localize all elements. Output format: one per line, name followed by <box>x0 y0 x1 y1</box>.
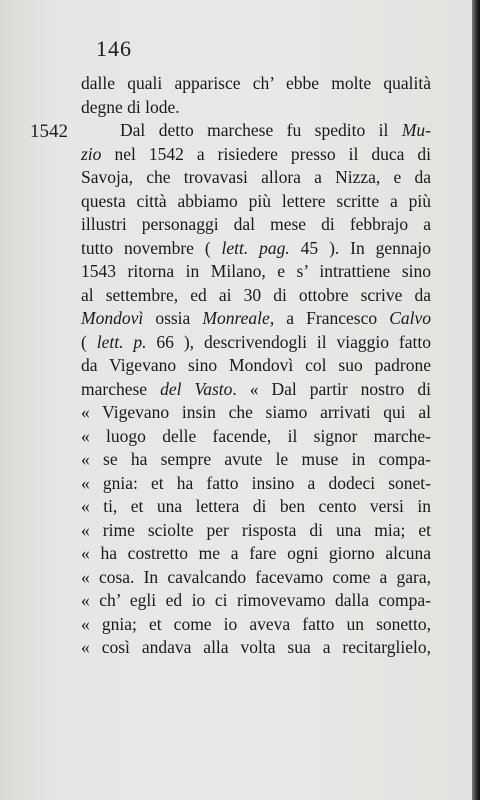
text-segment: « gnia; et come io aveva fatto un sonetto, <box>81 613 431 634</box>
text-line <box>81 425 431 449</box>
text-line <box>81 519 431 543</box>
text-line <box>81 72 431 96</box>
text-line <box>81 566 431 590</box>
text-segment: « ti, et una lettera di ben cento versi in <box>81 496 431 516</box>
text-segment: « se ha sempre avute le muse in compa- <box>81 449 431 469</box>
text-line <box>81 166 431 190</box>
text-line <box>81 190 431 214</box>
margin-year-note: 1542 <box>30 121 68 142</box>
text-segment: al settembre, ed ai 30 di ottobre scrive da <box>81 284 431 305</box>
page-number: 146 <box>96 36 132 61</box>
text-segment: 45 ). In gennajo <box>289 237 432 258</box>
italic-text-segment: lett. pag. <box>221 237 290 258</box>
book-gutter-shadow <box>472 0 480 800</box>
text-segment: « luogo delle facende, il signor marche- <box>81 425 431 446</box>
text-segment: « rime sciolte per risposta di una mia; et <box>81 519 431 540</box>
text-segment: degne di lode. <box>81 96 180 117</box>
text-line <box>81 378 431 402</box>
text-segment: Dal detto marchese fu spedito il <box>120 120 402 140</box>
text-line <box>81 119 431 143</box>
text-line <box>81 307 431 331</box>
text-line <box>81 284 431 308</box>
text-segment: illustri personaggi dal mese di febbrajo a <box>81 214 431 234</box>
text-segment: questa città abbiamo più lettere scritte a più <box>81 190 431 211</box>
text-line <box>81 260 431 284</box>
text-line <box>81 96 431 120</box>
text-segment: « ha costretto me a fare ogni giorno alcuna <box>81 543 431 563</box>
italic-text-segment: Mondovì <box>81 308 144 328</box>
text-line <box>81 354 431 378</box>
text-line <box>81 237 431 261</box>
text-segment: « gnia: et ha fatto insino a dodeci sonet- <box>81 472 431 493</box>
text-segment: 1543 ritorna in Milano, e s’ intrattiene sino <box>81 261 431 281</box>
text-segment: Savoja, che trovavasi allora a Nizza, e da <box>81 167 431 187</box>
text-line <box>81 589 431 613</box>
text-line <box>81 472 431 496</box>
text-line <box>81 636 431 660</box>
text-segment: marchese <box>81 378 161 399</box>
text-line <box>81 542 431 566</box>
text-segment: tutto novembre ( <box>81 237 222 258</box>
text-segment: « Vigevano insin che siamo arrivati qui al <box>81 402 431 422</box>
text-line <box>81 401 431 425</box>
text-segment: « ch’ egli ed io ci rimovevamo dalla compa- <box>81 590 431 610</box>
text-segment: dalle quali apparisce ch’ ebbe molte qualità <box>81 73 431 93</box>
text-line <box>81 331 431 355</box>
text-segment: « così andava alla volta sua a recitarglielo, <box>81 637 431 657</box>
italic-text-segment: zio <box>81 143 102 164</box>
text-segment: da Vigevano sino Mondovì col suo padrone <box>81 355 431 375</box>
text-segment: , a Francesco <box>269 308 390 328</box>
text-segment: 66 ), descrivendogli il viaggio fatto <box>146 331 432 352</box>
text-line <box>81 143 431 167</box>
text-segment: nel 1542 a risiedere presso il duca di <box>101 143 431 164</box>
text-segment: ossia <box>143 308 203 328</box>
text-segment: ( <box>81 331 97 352</box>
italic-text-segment: Monreale <box>202 308 270 328</box>
text-segment: « cosa. In cavalcando facevamo come a gara, <box>81 566 431 587</box>
italic-text-segment: Mu- <box>401 120 431 140</box>
text-line <box>81 448 431 472</box>
text-line <box>81 613 431 637</box>
body-text <box>81 72 431 660</box>
italic-text-segment: Calvo <box>389 308 431 328</box>
text-line <box>81 213 431 237</box>
italic-text-segment: lett. p. <box>96 331 147 352</box>
text-segment: . « Dal partir nostro di <box>232 378 431 399</box>
italic-text-segment: del Vasto <box>160 378 233 399</box>
text-line <box>81 495 431 519</box>
